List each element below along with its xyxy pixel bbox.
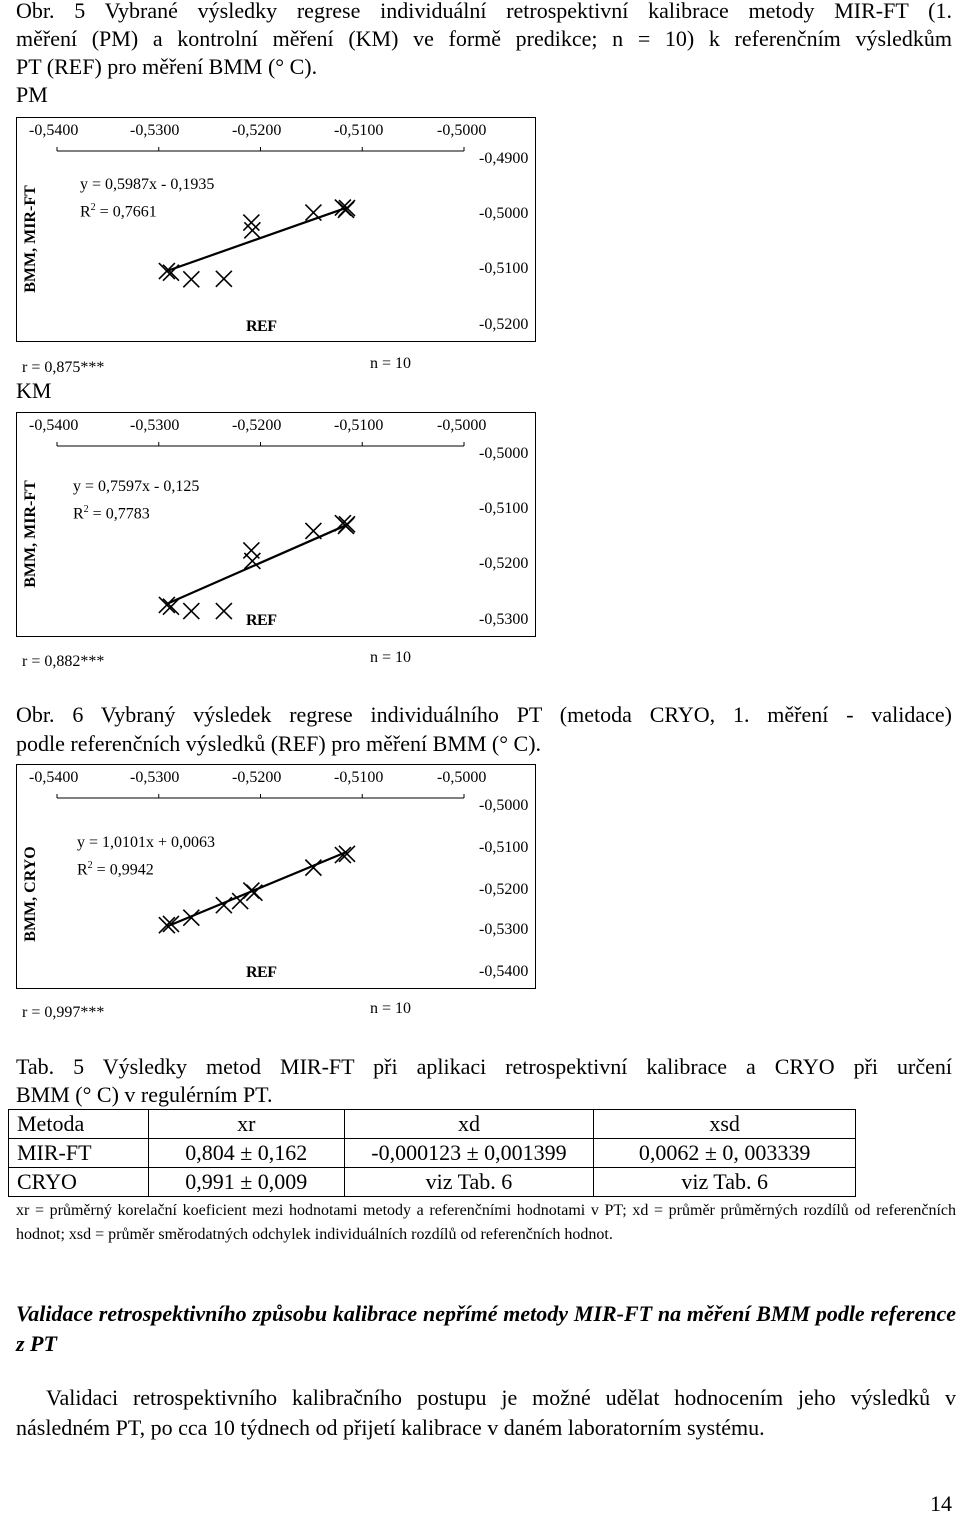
x-axis-label: REF xyxy=(246,612,277,629)
x-tick-label: -0,5200 xyxy=(232,769,282,786)
y-tick-label: -0,5300 xyxy=(479,921,529,938)
data-point xyxy=(216,603,232,619)
y-tick-label: -0,5000 xyxy=(479,797,529,814)
data-point xyxy=(183,603,199,619)
chart-km-plot xyxy=(17,413,537,638)
chart-pm-n: n = 10 xyxy=(370,355,412,372)
y-tick-label: -0,5200 xyxy=(479,555,529,572)
r-squared: $R^2 = 0,9942$ xyxy=(77,860,154,879)
regression-equation: y = 1,0101x + 0,0063 xyxy=(77,834,216,851)
y-axis-label: BMM, MIR-FT xyxy=(22,480,39,588)
x-axis-label: REF xyxy=(246,318,277,335)
x-tick-label: -0,5000 xyxy=(437,417,487,434)
table-header-cell: xd xyxy=(344,1110,594,1139)
chart-km xyxy=(16,412,536,637)
data-point xyxy=(243,215,259,231)
chart-km-correlation: r = 0,882*** xyxy=(22,653,105,670)
x-tick-label: -0,5400 xyxy=(29,122,79,139)
x-tick-label: -0,5100 xyxy=(334,122,384,139)
tab5-caption-line2: BMM (° C) v regulérním PT. xyxy=(16,1082,273,1107)
x-tick-label: -0,5400 xyxy=(29,417,79,434)
chart-pm-panel-label: PM xyxy=(16,82,48,107)
chart-pm xyxy=(16,117,536,342)
y-tick-label: -0,5200 xyxy=(479,881,529,898)
fig5-caption-line1: Obr. 5 Vybrané výsledky regrese individuální retrospektivní kalibrace metody MIR-FT (1. xyxy=(16,0,952,23)
table-header-cell: xr xyxy=(148,1110,344,1139)
y-tick-label: -0,4900 xyxy=(479,150,529,167)
y-tick-label: -0,5100 xyxy=(479,839,529,856)
chart-pm-correlation: r = 0,875*** xyxy=(22,359,105,376)
y-tick-label: -0,5100 xyxy=(479,260,529,277)
r-squared: $R^2 = 0,7783$ xyxy=(73,504,150,523)
regression-equation: y = 0,5987x - 0,1935 xyxy=(80,176,215,193)
chart-pm-plot xyxy=(17,118,537,343)
table-cell: MIR-FT xyxy=(9,1139,149,1168)
fig5-caption-line3: PT (REF) pro měření BMM (° C). xyxy=(16,54,318,79)
trendline xyxy=(167,852,347,927)
trendline xyxy=(167,525,347,604)
y-tick-label: -0,5300 xyxy=(479,611,529,628)
x-tick-label: -0,5300 xyxy=(130,769,180,786)
x-tick-label: -0,5200 xyxy=(232,417,282,434)
chart-cryo xyxy=(16,764,536,989)
table-cell: 0,804 ± 0,162 xyxy=(148,1139,344,1168)
regression-equation: y = 0,7597x - 0,125 xyxy=(73,478,200,495)
table-cell: viz Tab. 6 xyxy=(594,1168,856,1197)
table-cell: -0,000123 ± 0,001399 xyxy=(344,1139,594,1168)
data-point xyxy=(183,271,199,287)
x-tick-label: -0,5300 xyxy=(130,122,180,139)
chart-km-n: n = 10 xyxy=(370,649,412,666)
y-axis-label: BMM, CRYO xyxy=(22,846,39,942)
table-cell: 0,991 ± 0,009 xyxy=(148,1168,344,1197)
table-note: xr = průměrný korelační koeficient mezi hodnotami metody a referenčními hodnotami v PT; xd = průměr průměrných rozdílů od referenčních hodnot; xsd = průměr směrodatných odchylek individuálních rozdílů od referenčních hodnot. xyxy=(16,1202,956,1243)
table-row xyxy=(9,1139,856,1168)
table-header-row xyxy=(9,1110,856,1139)
x-tick-label: -0,5000 xyxy=(437,769,487,786)
section-heading: Validace retrospektivního způsobu kalibrace nepřímé metody MIR-FT na měření BMM podle reference z PT xyxy=(16,1301,956,1356)
table-cell: CRYO xyxy=(9,1168,149,1197)
x-tick-label: -0,5000 xyxy=(437,122,487,139)
fig6-caption-line2: podle referenčních výsledků (REF) pro měření BMM (° C). xyxy=(16,731,542,756)
y-tick-label: -0,5000 xyxy=(479,205,529,222)
r-squared: $R^2 = 0,7661$ xyxy=(80,202,157,221)
results-table xyxy=(8,1109,856,1197)
y-tick-label: -0,5400 xyxy=(479,963,529,980)
x-tick-label: -0,5100 xyxy=(334,769,384,786)
tab5-caption-line1: Tab. 5 Výsledky metod MIR-FT při aplikaci retrospektivní kalibrace a CRYO při určení xyxy=(16,1054,952,1079)
page-number: 14 xyxy=(930,1491,952,1516)
chart-km-panel-label: KM xyxy=(16,378,52,403)
table-row xyxy=(9,1168,856,1197)
table-cell: viz Tab. 6 xyxy=(344,1168,594,1197)
data-point xyxy=(216,271,232,287)
y-tick-label: -0,5200 xyxy=(479,316,529,333)
x-tick-label: -0,5100 xyxy=(334,417,384,434)
y-axis-label: BMM, MIR-FT xyxy=(22,185,39,293)
x-axis-label: REF xyxy=(246,964,277,981)
section-paragraph: Validaci retrospektivního kalibračního postupu je možné udělat hodnocením jeho výsledků v následném PT, po cca 10 týdnech od přijetí kalibrace v daném laboratorním systému. xyxy=(16,1385,956,1440)
table-header-cell: xsd xyxy=(594,1110,856,1139)
fig5-caption-line2: měření (PM) a kontrolní měření (KM) ve formě predikce; n = 10) k referenčním výsledkům xyxy=(16,26,952,51)
chart-cryo-correlation: r = 0,997*** xyxy=(22,1004,105,1021)
chart-cryo-n: n = 10 xyxy=(370,1000,412,1017)
table-header-cell: Metoda xyxy=(9,1110,149,1139)
x-tick-label: -0,5300 xyxy=(130,417,180,434)
fig6-caption-line1: Obr. 6 Vybraný výsledek regrese individuálního PT (metoda CRYO, 1. měření - validace) xyxy=(16,702,952,727)
table-cell: 0,0062 ± 0, 003339 xyxy=(594,1139,856,1168)
data-point xyxy=(244,222,260,238)
x-tick-label: -0,5400 xyxy=(29,769,79,786)
y-tick-label: -0,5000 xyxy=(479,445,529,462)
x-tick-label: -0,5200 xyxy=(232,122,282,139)
y-tick-label: -0,5100 xyxy=(479,500,529,517)
